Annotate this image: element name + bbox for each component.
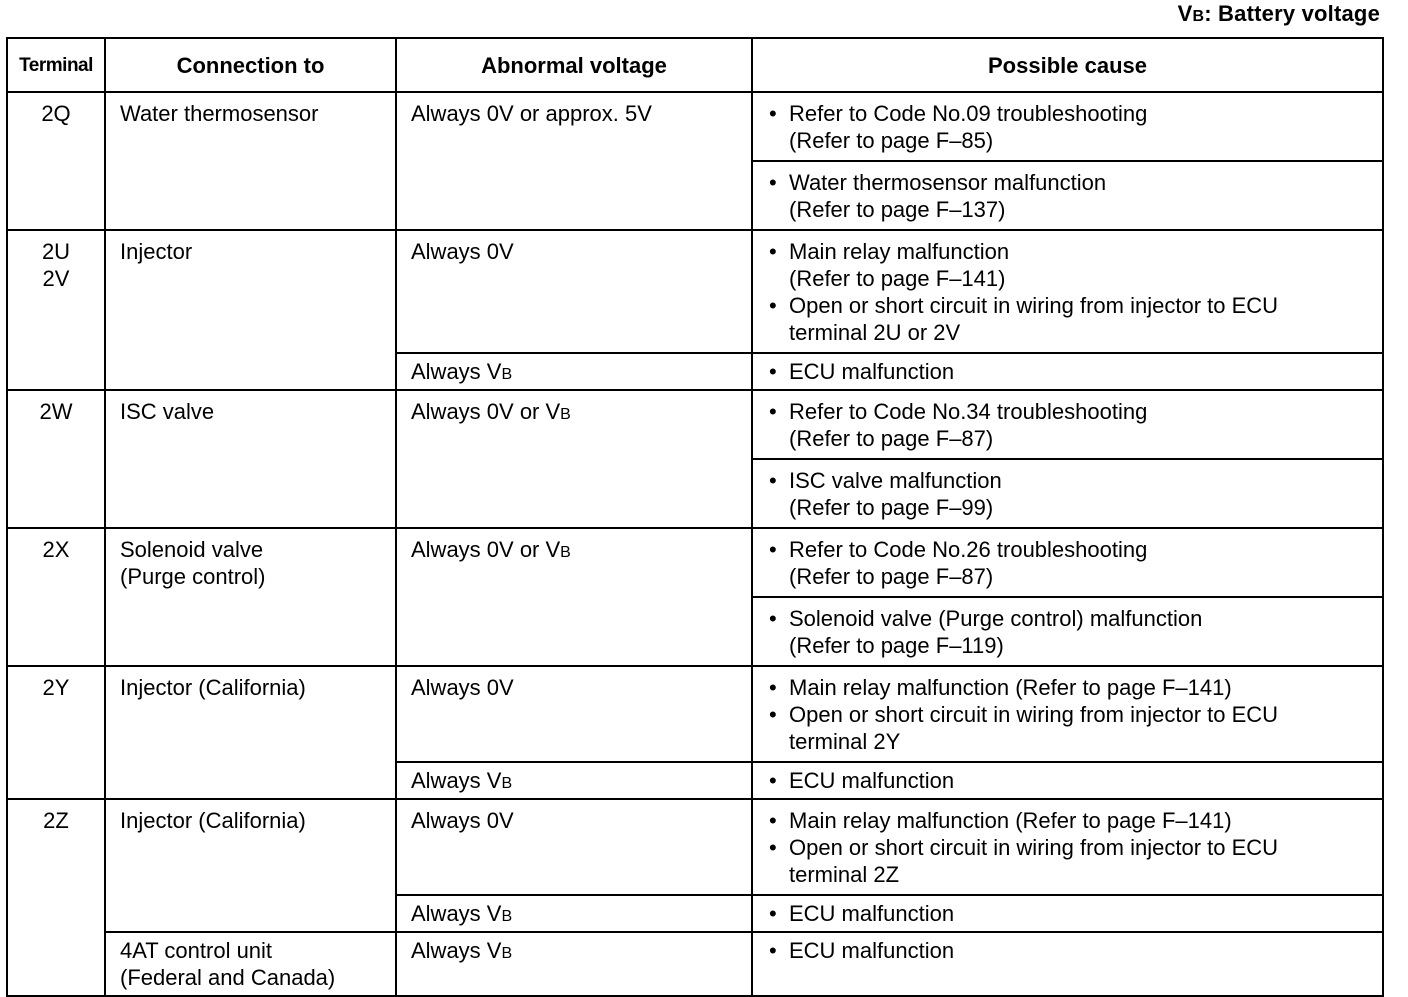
legend-text: : Battery voltage <box>1204 1 1380 26</box>
cause-text: • Refer to Code No.09 troubleshooting <box>789 101 1148 126</box>
vb-subscript: B <box>501 945 513 962</box>
connection-cell <box>105 528 396 666</box>
cause-cell <box>752 762 1383 799</box>
terminal-cell <box>7 528 105 666</box>
connection-cell <box>105 92 396 230</box>
cause-cell <box>752 932 1383 996</box>
terminal-label: 2X <box>42 537 70 562</box>
voltage-label: Always 0V or V <box>411 399 561 424</box>
cause-item <box>767 834 1382 888</box>
voltage-label: Always 0V or V <box>411 537 561 562</box>
terminal-cell <box>7 390 105 528</box>
cause-text: • ISC valve malfunction <box>789 468 1002 493</box>
cause-item <box>767 238 1382 292</box>
cause-text: • Water thermosensor malfunction <box>789 170 1107 195</box>
cause-cell <box>752 459 1383 528</box>
cause-cell <box>752 528 1383 597</box>
legend-symbol: V <box>1177 1 1193 26</box>
cause-text: ECU malfunction <box>789 768 955 793</box>
header-terminal: Terminal <box>7 38 105 92</box>
cause-item <box>767 605 1382 659</box>
cause-cell <box>752 161 1383 230</box>
cause-cell <box>752 92 1383 161</box>
header-voltage: Abnormal voltage <box>396 38 752 92</box>
voltage-cell <box>396 932 752 996</box>
terminal-cell <box>7 92 105 230</box>
header-row <box>7 38 1383 92</box>
vb-subscript: B <box>560 406 571 423</box>
terminal-cell <box>7 666 105 799</box>
cause-cell <box>752 230 1383 353</box>
cause-ref: terminal 2U or 2V <box>789 320 961 345</box>
cause-ref: terminal 2Y <box>789 729 901 754</box>
terminal-label: 2Z <box>43 808 69 833</box>
cause-text: • Refer to Code No.26 troubleshooting <box>789 537 1148 562</box>
cause-cell <box>752 597 1383 666</box>
voltage-label: Always V <box>411 901 502 926</box>
voltage-cell <box>396 762 752 799</box>
cause-text: • Main relay malfunction (Refer to page F–141) <box>789 808 1232 833</box>
voltage-cell <box>396 528 752 666</box>
voltage-label: Always 0V or approx. 5V <box>411 101 652 126</box>
cause-item <box>767 937 1382 964</box>
battery-voltage-legend <box>1178 1 1380 27</box>
voltage-cell <box>396 230 752 353</box>
cause-ref: (Refer to page F–141) <box>789 266 1006 291</box>
cause-ref: (Refer to page F–119) <box>789 633 1004 658</box>
cause-item <box>767 807 1382 834</box>
cause-ref: (Refer to page F–99) <box>789 495 994 520</box>
connection-cell <box>105 390 396 528</box>
vb-subscript: B <box>501 775 513 792</box>
cause-item <box>767 292 1382 346</box>
cause-cell <box>752 799 1383 895</box>
table-row <box>7 528 1383 597</box>
terminal-label: 2Y <box>42 675 70 700</box>
voltage-cell <box>396 666 752 762</box>
cause-text: • Main relay malfunction (Refer to page F–141) <box>789 675 1232 700</box>
cause-text: • Solenoid valve (Purge control) malfunction <box>789 606 1203 631</box>
cause-item <box>767 169 1382 223</box>
cause-cell <box>752 666 1383 762</box>
cause-item <box>767 100 1382 154</box>
cause-text: • Main relay malfunction <box>789 239 1010 264</box>
vb-subscript: B <box>501 366 513 383</box>
connection-label: ISC valve <box>120 399 215 424</box>
cause-item <box>767 536 1382 590</box>
cause-text: • Refer to Code No.34 troubleshooting <box>789 399 1148 424</box>
cause-item <box>767 701 1382 755</box>
voltage-label: Always 0V <box>411 675 514 700</box>
connection-label: Injector (California) <box>120 808 306 833</box>
voltage-label: Always 0V <box>411 239 514 264</box>
voltage-label: Always 0V <box>411 808 514 833</box>
cause-cell <box>752 895 1383 932</box>
cause-cell <box>752 390 1383 459</box>
voltage-cell <box>396 895 752 932</box>
table-row <box>7 799 1383 895</box>
terminal-label: 2U <box>41 239 71 264</box>
cause-text: ECU malfunction <box>789 901 955 926</box>
connection-cell <box>105 799 396 932</box>
table-row <box>7 92 1383 161</box>
cause-item <box>767 767 1382 794</box>
voltage-cell <box>396 353 752 390</box>
table-row <box>7 390 1383 459</box>
voltage-cell <box>396 92 752 230</box>
vb-subscript: B <box>501 908 513 925</box>
cause-ref: (Refer to page F–137) <box>789 197 1006 222</box>
connection-label: (Federal and Canada) <box>120 965 336 990</box>
cause-text: • Open or short circuit in wiring from injector to ECU <box>789 835 1279 860</box>
voltage-cell <box>396 799 752 895</box>
connection-label: Solenoid valve <box>120 537 264 562</box>
connection-label: Water thermosensor <box>120 101 319 126</box>
cause-text: ECU malfunction <box>789 938 955 963</box>
header-connection: Connection to <box>105 38 396 92</box>
cause-text: ECU malfunction <box>789 359 955 384</box>
cause-item <box>767 398 1382 452</box>
legend-subscript: B <box>1192 8 1205 25</box>
table-row <box>7 932 1383 996</box>
voltage-label: Always V <box>411 938 502 963</box>
cause-ref: terminal 2Z <box>789 862 900 887</box>
cause-text: • Open or short circuit in wiring from injector to ECU <box>789 702 1279 727</box>
cause-item <box>767 674 1382 701</box>
terminal-label: 2V <box>42 266 70 291</box>
cause-cell <box>752 353 1383 390</box>
table-row <box>7 666 1383 762</box>
connection-cell <box>105 666 396 799</box>
connection-label: (Purge control) <box>120 564 266 589</box>
cause-ref: (Refer to page F–87) <box>789 426 994 451</box>
cause-item <box>767 467 1382 521</box>
connection-cell <box>105 932 396 996</box>
terminal-cell <box>7 799 105 996</box>
terminal-cell <box>7 230 105 390</box>
header-cause: Possible cause <box>752 38 1383 92</box>
connection-label: 4AT control unit <box>120 938 273 963</box>
voltage-cell <box>396 390 752 528</box>
cause-ref: (Refer to page F–87) <box>789 564 994 589</box>
connection-label: Injector <box>120 239 193 264</box>
ecu-terminal-table <box>6 37 1384 997</box>
voltage-label: Always V <box>411 359 502 384</box>
cause-ref: (Refer to page F–85) <box>789 128 994 153</box>
cause-text: • Open or short circuit in wiring from injector to ECU <box>789 293 1279 318</box>
terminal-label: 2Q <box>41 101 71 126</box>
cause-item <box>767 900 1382 927</box>
vb-subscript: B <box>560 544 571 561</box>
connection-cell <box>105 230 396 390</box>
terminal-label: 2W <box>39 399 73 424</box>
cause-item <box>767 358 1382 385</box>
table-row <box>7 230 1383 353</box>
connection-label: Injector (California) <box>120 675 306 700</box>
voltage-label: Always V <box>411 768 502 793</box>
